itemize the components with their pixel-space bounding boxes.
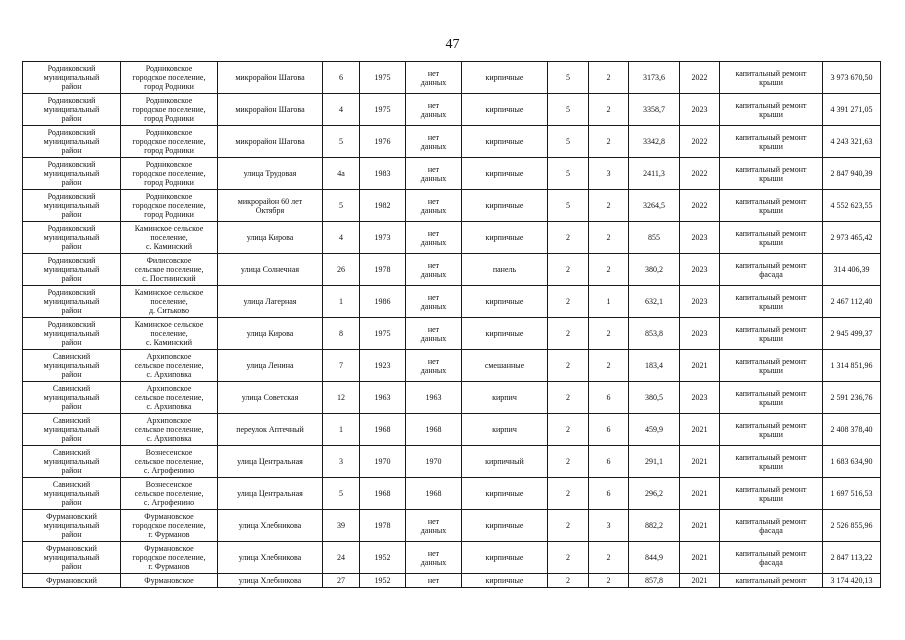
settlement-cell: Вознесенское сельское поселение, с. Агрофенино xyxy=(121,446,218,478)
cost-cell: 4 552 623,55 xyxy=(823,190,881,222)
build-year-cell: 1976 xyxy=(360,126,406,158)
plan-year-cell: 2021 xyxy=(680,414,720,446)
wall-material-cell: кирпичные xyxy=(462,126,548,158)
area-cell: 2411,3 xyxy=(629,158,680,190)
table-row xyxy=(23,574,881,588)
table-row xyxy=(23,478,881,510)
street-cell: микрорайон Шагова xyxy=(218,126,323,158)
privatization-year-cell: нет xyxy=(406,574,462,588)
work-type-cell: капитальный ремонт крыши xyxy=(720,126,823,158)
wall-material-cell: смешанные xyxy=(462,350,548,382)
table-row xyxy=(23,414,881,446)
house-number-cell: 5 xyxy=(323,190,360,222)
plan-year-cell: 2021 xyxy=(680,478,720,510)
area-cell: 3358,7 xyxy=(629,94,680,126)
floors-cell: 2 xyxy=(548,510,589,542)
housing-repair-table xyxy=(22,61,881,588)
entrances-cell: 2 xyxy=(589,190,629,222)
plan-year-cell: 2023 xyxy=(680,94,720,126)
build-year-cell: 1982 xyxy=(360,190,406,222)
build-year-cell: 1986 xyxy=(360,286,406,318)
cost-cell: 2 591 236,76 xyxy=(823,382,881,414)
district-cell: Родниковский муниципальный район xyxy=(23,94,121,126)
district-cell: Савинский муниципальный район xyxy=(23,382,121,414)
district-cell: Савинский муниципальный район xyxy=(23,414,121,446)
entrances-cell: 3 xyxy=(589,158,629,190)
district-cell: Родниковский муниципальный район xyxy=(23,222,121,254)
work-type-cell: капитальный ремонт крыши xyxy=(720,350,823,382)
entrances-cell: 2 xyxy=(589,318,629,350)
work-type-cell: капитальный ремонт крыши xyxy=(720,478,823,510)
cost-cell: 1 314 851,96 xyxy=(823,350,881,382)
table-row xyxy=(23,190,881,222)
entrances-cell: 2 xyxy=(589,94,629,126)
build-year-cell: 1975 xyxy=(360,62,406,94)
street-cell: улица Советская xyxy=(218,382,323,414)
area-cell: 380,2 xyxy=(629,254,680,286)
entrances-cell: 6 xyxy=(589,478,629,510)
district-cell: Савинский муниципальный район xyxy=(23,478,121,510)
area-cell: 844,9 xyxy=(629,542,680,574)
settlement-cell: Родниковское городское поселение, город Родники xyxy=(121,190,218,222)
plan-year-cell: 2023 xyxy=(680,222,720,254)
district-cell: Фурмановский xyxy=(23,574,121,588)
street-cell: улица Центральная xyxy=(218,446,323,478)
build-year-cell: 1975 xyxy=(360,94,406,126)
privatization-year-cell: 1968 xyxy=(406,414,462,446)
privatization-year-cell: нет данных xyxy=(406,158,462,190)
district-cell: Родниковский муниципальный район xyxy=(23,158,121,190)
cost-cell: 2 973 465,42 xyxy=(823,222,881,254)
settlement-cell: Родниковское городское поселение, город Родники xyxy=(121,126,218,158)
house-number-cell: 27 xyxy=(323,574,360,588)
street-cell: переулок Аптечный xyxy=(218,414,323,446)
house-number-cell: 24 xyxy=(323,542,360,574)
entrances-cell: 1 xyxy=(589,286,629,318)
wall-material-cell: кирпичный xyxy=(462,446,548,478)
floors-cell: 2 xyxy=(548,478,589,510)
wall-material-cell: кирпичные xyxy=(462,222,548,254)
table-body xyxy=(23,62,881,588)
work-type-cell: капитальный ремонт xyxy=(720,574,823,588)
build-year-cell: 1978 xyxy=(360,254,406,286)
area-cell: 3173,6 xyxy=(629,62,680,94)
district-cell: Родниковский муниципальный район xyxy=(23,286,121,318)
privatization-year-cell: нет данных xyxy=(406,222,462,254)
table-row xyxy=(23,510,881,542)
build-year-cell: 1952 xyxy=(360,574,406,588)
privatization-year-cell: нет данных xyxy=(406,286,462,318)
work-type-cell: капитальный ремонт крыши xyxy=(720,62,823,94)
settlement-cell: Филисовское сельское поселение, с. Постнинский xyxy=(121,254,218,286)
wall-material-cell: кирпичные xyxy=(462,510,548,542)
wall-material-cell: кирпичные xyxy=(462,94,548,126)
floors-cell: 2 xyxy=(548,574,589,588)
work-type-cell: капитальный ремонт крыши xyxy=(720,318,823,350)
table-row xyxy=(23,446,881,478)
work-type-cell: капитальный ремонт крыши xyxy=(720,158,823,190)
build-year-cell: 1963 xyxy=(360,382,406,414)
area-cell: 853,8 xyxy=(629,318,680,350)
house-number-cell: 1 xyxy=(323,414,360,446)
house-number-cell: 26 xyxy=(323,254,360,286)
table-row xyxy=(23,286,881,318)
house-number-cell: 4 xyxy=(323,222,360,254)
privatization-year-cell: нет данных xyxy=(406,126,462,158)
entrances-cell: 2 xyxy=(589,542,629,574)
cost-cell: 2 847 113,22 xyxy=(823,542,881,574)
house-number-cell: 3 xyxy=(323,446,360,478)
floors-cell: 2 xyxy=(548,446,589,478)
build-year-cell: 1970 xyxy=(360,446,406,478)
work-type-cell: капитальный ремонт крыши xyxy=(720,286,823,318)
floors-cell: 2 xyxy=(548,382,589,414)
build-year-cell: 1983 xyxy=(360,158,406,190)
street-cell: улица Хлебникова xyxy=(218,510,323,542)
settlement-cell: Каминское сельское поселение, д. Ситьково xyxy=(121,286,218,318)
build-year-cell: 1973 xyxy=(360,222,406,254)
cost-cell: 4 391 271,05 xyxy=(823,94,881,126)
entrances-cell: 2 xyxy=(589,222,629,254)
street-cell: улица Ленина xyxy=(218,350,323,382)
privatization-year-cell: нет данных xyxy=(406,254,462,286)
privatization-year-cell: нет данных xyxy=(406,350,462,382)
district-cell: Родниковский муниципальный район xyxy=(23,190,121,222)
district-cell: Савинский муниципальный район xyxy=(23,350,121,382)
floors-cell: 2 xyxy=(548,350,589,382)
entrances-cell: 2 xyxy=(589,350,629,382)
district-cell: Родниковский муниципальный район xyxy=(23,62,121,94)
build-year-cell: 1968 xyxy=(360,478,406,510)
work-type-cell: капитальный ремонт крыши xyxy=(720,94,823,126)
work-type-cell: капитальный ремонт фасада xyxy=(720,542,823,574)
plan-year-cell: 2021 xyxy=(680,446,720,478)
street-cell: микрорайон 60 лет Октября xyxy=(218,190,323,222)
privatization-year-cell: нет данных xyxy=(406,94,462,126)
plan-year-cell: 2022 xyxy=(680,62,720,94)
privatization-year-cell: 1963 xyxy=(406,382,462,414)
plan-year-cell: 2022 xyxy=(680,190,720,222)
table-row xyxy=(23,350,881,382)
cost-cell: 2 467 112,40 xyxy=(823,286,881,318)
plan-year-cell: 2022 xyxy=(680,126,720,158)
house-number-cell: 5 xyxy=(323,478,360,510)
settlement-cell: Родниковское городское поселение, город Родники xyxy=(121,158,218,190)
street-cell: микрорайон Шагова xyxy=(218,94,323,126)
cost-cell: 2 526 855,96 xyxy=(823,510,881,542)
wall-material-cell: кирпичные xyxy=(462,574,548,588)
table-row xyxy=(23,94,881,126)
plan-year-cell: 2022 xyxy=(680,158,720,190)
area-cell: 3342,8 xyxy=(629,126,680,158)
floors-cell: 2 xyxy=(548,318,589,350)
entrances-cell: 6 xyxy=(589,382,629,414)
settlement-cell: Родниковское городское поселение, город Родники xyxy=(121,62,218,94)
work-type-cell: капитальный ремонт крыши xyxy=(720,190,823,222)
floors-cell: 5 xyxy=(548,126,589,158)
wall-material-cell: кирпичные xyxy=(462,158,548,190)
wall-material-cell: кирпичные xyxy=(462,542,548,574)
street-cell: улица Хлебникова xyxy=(218,574,323,588)
table-row xyxy=(23,382,881,414)
work-type-cell: капитальный ремонт крыши xyxy=(720,414,823,446)
area-cell: 380,5 xyxy=(629,382,680,414)
district-cell: Родниковский муниципальный район xyxy=(23,126,121,158)
wall-material-cell: кирпич xyxy=(462,414,548,446)
street-cell: улица Солнечная xyxy=(218,254,323,286)
plan-year-cell: 2023 xyxy=(680,254,720,286)
area-cell: 3264,5 xyxy=(629,190,680,222)
table-row xyxy=(23,62,881,94)
wall-material-cell: кирпичные xyxy=(462,286,548,318)
entrances-cell: 2 xyxy=(589,254,629,286)
house-number-cell: 1 xyxy=(323,286,360,318)
build-year-cell: 1923 xyxy=(360,350,406,382)
settlement-cell: Родниковское городское поселение, город Родники xyxy=(121,94,218,126)
table-row xyxy=(23,222,881,254)
page-number: 47 xyxy=(445,37,460,52)
entrances-cell: 2 xyxy=(589,126,629,158)
settlement-cell: Каминское сельское поселение, с. Каминский xyxy=(121,222,218,254)
street-cell: улица Лагерная xyxy=(218,286,323,318)
entrances-cell: 2 xyxy=(589,62,629,94)
street-cell: улица Кирова xyxy=(218,318,323,350)
area-cell: 882,2 xyxy=(629,510,680,542)
district-cell: Савинский муниципальный район xyxy=(23,446,121,478)
floors-cell: 2 xyxy=(548,222,589,254)
district-cell: Родниковский муниципальный район xyxy=(23,254,121,286)
privatization-year-cell: нет данных xyxy=(406,542,462,574)
table-row xyxy=(23,126,881,158)
area-cell: 291,1 xyxy=(629,446,680,478)
work-type-cell: капитальный ремонт крыши xyxy=(720,382,823,414)
build-year-cell: 1952 xyxy=(360,542,406,574)
area-cell: 857,8 xyxy=(629,574,680,588)
street-cell: микрорайон Шагова xyxy=(218,62,323,94)
house-number-cell: 5 xyxy=(323,126,360,158)
plan-year-cell: 2021 xyxy=(680,510,720,542)
work-type-cell: капитальный ремонт фасада xyxy=(720,510,823,542)
cost-cell: 2 945 499,37 xyxy=(823,318,881,350)
work-type-cell: капитальный ремонт крыши xyxy=(720,446,823,478)
area-cell: 183,4 xyxy=(629,350,680,382)
house-number-cell: 4 xyxy=(323,94,360,126)
settlement-cell: Вознесенское сельское поселение, с. Агрофенино xyxy=(121,478,218,510)
house-number-cell: 6 xyxy=(323,62,360,94)
wall-material-cell: кирпичные xyxy=(462,318,548,350)
plan-year-cell: 2023 xyxy=(680,286,720,318)
plan-year-cell: 2023 xyxy=(680,382,720,414)
floors-cell: 2 xyxy=(548,286,589,318)
cost-cell: 1 697 516,53 xyxy=(823,478,881,510)
area-cell: 855 xyxy=(629,222,680,254)
privatization-year-cell: нет данных xyxy=(406,190,462,222)
table-row xyxy=(23,254,881,286)
street-cell: улица Хлебникова xyxy=(218,542,323,574)
area-cell: 296,2 xyxy=(629,478,680,510)
district-cell: Родниковский муниципальный район xyxy=(23,318,121,350)
wall-material-cell: панель xyxy=(462,254,548,286)
street-cell: улица Кирова xyxy=(218,222,323,254)
cost-cell: 2 847 940,39 xyxy=(823,158,881,190)
settlement-cell: Архиповское сельское поселение, с. Архиповка xyxy=(121,414,218,446)
work-type-cell: капитальный ремонт фасада xyxy=(720,254,823,286)
cost-cell: 314 406,39 xyxy=(823,254,881,286)
district-cell: Фурмановский муниципальный район xyxy=(23,510,121,542)
cost-cell: 3 973 670,50 xyxy=(823,62,881,94)
entrances-cell: 6 xyxy=(589,446,629,478)
wall-material-cell: кирпичные xyxy=(462,478,548,510)
settlement-cell: Фурмановское городское поселение, г. Фурманов xyxy=(121,510,218,542)
floors-cell: 2 xyxy=(548,414,589,446)
wall-material-cell: кирпичные xyxy=(462,62,548,94)
cost-cell: 4 243 321,63 xyxy=(823,126,881,158)
area-cell: 459,9 xyxy=(629,414,680,446)
floors-cell: 2 xyxy=(548,542,589,574)
settlement-cell: Фурмановское xyxy=(121,574,218,588)
street-cell: улица Трудовая xyxy=(218,158,323,190)
privatization-year-cell: нет данных xyxy=(406,62,462,94)
house-number-cell: 8 xyxy=(323,318,360,350)
privatization-year-cell: нет данных xyxy=(406,510,462,542)
plan-year-cell: 2021 xyxy=(680,574,720,588)
privatization-year-cell: нет данных xyxy=(406,318,462,350)
house-number-cell: 12 xyxy=(323,382,360,414)
table-row xyxy=(23,318,881,350)
build-year-cell: 1968 xyxy=(360,414,406,446)
street-cell: улица Центральная xyxy=(218,478,323,510)
build-year-cell: 1975 xyxy=(360,318,406,350)
plan-year-cell: 2023 xyxy=(680,318,720,350)
plan-year-cell: 2021 xyxy=(680,350,720,382)
entrances-cell: 2 xyxy=(589,574,629,588)
settlement-cell: Каминское сельское поселение, с. Каминский xyxy=(121,318,218,350)
table-row xyxy=(23,158,881,190)
house-number-cell: 4а xyxy=(323,158,360,190)
house-number-cell: 39 xyxy=(323,510,360,542)
entrances-cell: 3 xyxy=(589,510,629,542)
cost-cell: 1 683 634,90 xyxy=(823,446,881,478)
floors-cell: 2 xyxy=(548,254,589,286)
wall-material-cell: кирпичные xyxy=(462,190,548,222)
district-cell: Фурмановский муниципальный район xyxy=(23,542,121,574)
privatization-year-cell: 1970 xyxy=(406,446,462,478)
settlement-cell: Фурмановское городское поселение, г. Фурманов xyxy=(121,542,218,574)
cost-cell: 3 174 420,13 xyxy=(823,574,881,588)
table-row xyxy=(23,542,881,574)
floors-cell: 5 xyxy=(548,62,589,94)
area-cell: 632,1 xyxy=(629,286,680,318)
floors-cell: 5 xyxy=(548,190,589,222)
settlement-cell: Архиповское сельское поселение, с. Архиповка xyxy=(121,382,218,414)
settlement-cell: Архиповское сельское поселение, с. Архиповка xyxy=(121,350,218,382)
floors-cell: 5 xyxy=(548,94,589,126)
work-type-cell: капитальный ремонт крыши xyxy=(720,222,823,254)
house-number-cell: 7 xyxy=(323,350,360,382)
entrances-cell: 6 xyxy=(589,414,629,446)
build-year-cell: 1978 xyxy=(360,510,406,542)
plan-year-cell: 2021 xyxy=(680,542,720,574)
wall-material-cell: кирпич xyxy=(462,382,548,414)
privatization-year-cell: 1968 xyxy=(406,478,462,510)
floors-cell: 5 xyxy=(548,158,589,190)
cost-cell: 2 408 378,40 xyxy=(823,414,881,446)
